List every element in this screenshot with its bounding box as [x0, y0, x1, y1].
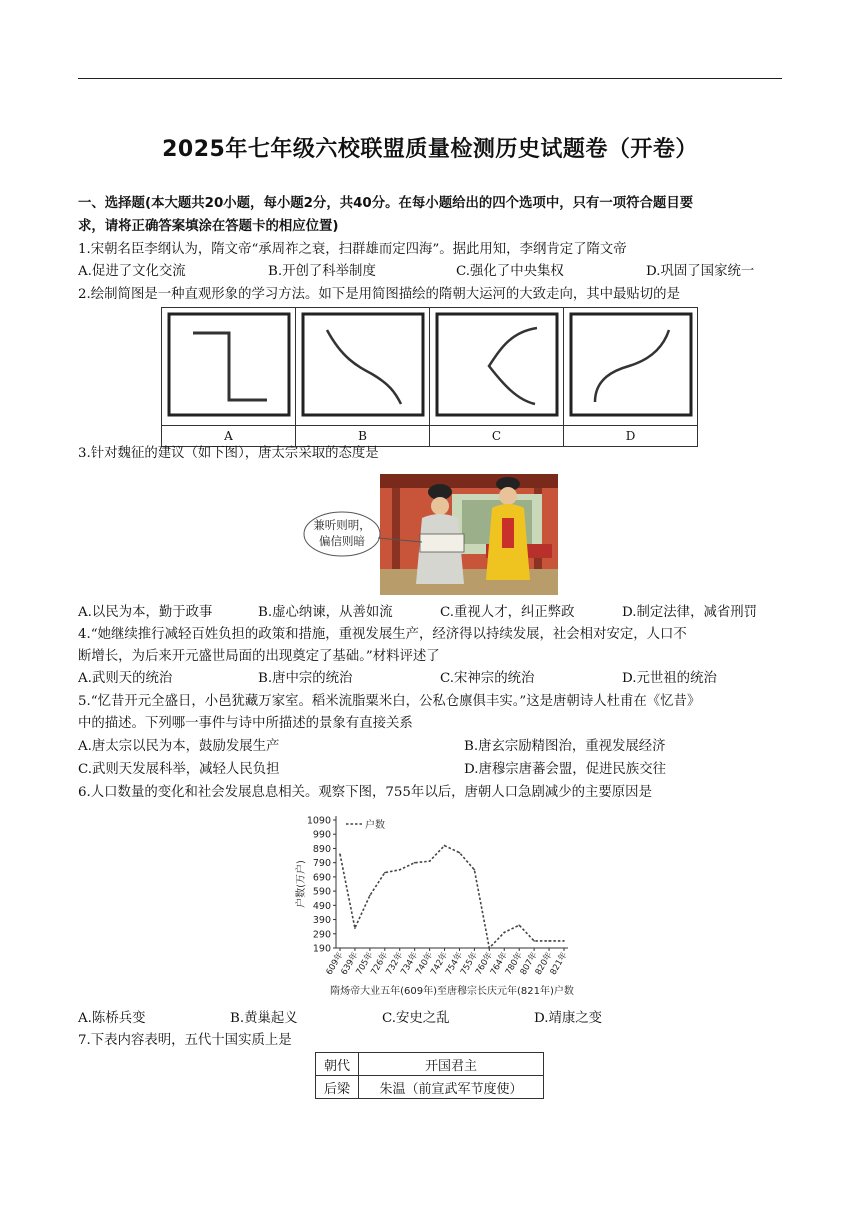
x-tick-label: 807年 — [518, 950, 540, 977]
q3-option-a[interactable]: A.以民为本，勤于政事 — [78, 605, 213, 620]
data-point — [459, 852, 461, 854]
data-point — [548, 940, 550, 942]
q1-stem: 1.宋朝名臣李纲认为，隋文帝“承周祚之衰，扫群雄而定四海”。据此用知，李纲肯定了隋文帝 — [78, 242, 627, 257]
q1-option-d[interactable]: D.巩固了国家统一 — [646, 264, 755, 279]
data-point — [384, 872, 386, 874]
table-header-founder: 开国君主 — [359, 1053, 544, 1076]
q1-option-a[interactable]: A.促进了文化交流 — [78, 264, 186, 279]
q2-stem: 2.绘制简图是一种直观形象的学习方法。如下是用简图描绘的隋朝大运河的大致走向，其中最贴切的是 — [78, 287, 680, 302]
x-tick-label: 609年 — [324, 950, 346, 977]
q5-option-c[interactable]: C.武则天发展科举，减轻人民负担 — [78, 762, 280, 777]
y-tick-label: 790 — [312, 858, 331, 870]
legend-label: 户数 — [365, 820, 385, 831]
y-tick-label: 390 — [312, 915, 331, 927]
x-tick-label: 740年 — [414, 950, 436, 977]
section-heading-line2: 求，请将正确答案填涂在答题卡的相应位置) — [78, 219, 339, 234]
x-tick-label: 764年 — [488, 950, 510, 977]
sketch-d[interactable] — [564, 308, 698, 426]
data-point — [414, 862, 416, 864]
q1-option-c[interactable]: C.强化了中央集权 — [456, 264, 564, 279]
data-point — [563, 940, 565, 942]
y-tick-label: 290 — [312, 929, 331, 941]
q4-option-a[interactable]: A.武则天的统治 — [78, 671, 173, 686]
q3-stem: 3.针对魏征的建议（如下图），唐太宗采取的态度是 — [78, 446, 379, 461]
table-header-row — [316, 1053, 544, 1076]
bubble-text-1: 兼听则明， — [313, 518, 371, 532]
top-rule — [78, 78, 782, 79]
x-tick-label: 821年 — [548, 950, 570, 977]
sketch-b[interactable] — [296, 308, 430, 426]
y-tick-label: 990 — [312, 829, 331, 841]
q5-stem-line1: 5.“忆昔开元全盛日，小邑犹藏万家室。稻米流脂粟米白，公私仓廪俱丰实。”这是唐朝诗人杜甫在《忆昔》 — [78, 694, 701, 709]
x-tick-label: 755年 — [458, 950, 480, 977]
y-tick-label: 690 — [312, 872, 331, 884]
section-heading-line1: 一、选择题(本大题共20小题，每小题2分，共40分。在每小题给出的四个选项中，只有一项符合题目要 — [78, 196, 694, 211]
y-tick-label: 190 — [312, 943, 331, 955]
chart-caption: 隋炀帝大业五年(609年)至唐穆宗长庆元年(821年)户数 — [330, 986, 574, 997]
q4-stem-line1: 4.“她继续推行减轻百姓负担的政策和措施，重视发展生产，经济得以持续发展，社会相对安定，人口不 — [78, 627, 687, 642]
sketch-c[interactable] — [430, 308, 564, 426]
data-point — [369, 895, 371, 897]
table-row — [316, 1076, 544, 1099]
q1-option-b[interactable]: B.开创了科举制度 — [268, 264, 376, 279]
q6-option-a[interactable]: A.陈桥兵变 — [78, 1011, 146, 1026]
x-tick-label: 732年 — [384, 950, 406, 977]
x-tick-label: 760年 — [473, 950, 495, 977]
q6-option-b[interactable]: B.黄巢起义 — [230, 1011, 298, 1026]
sketch-label-b: B — [296, 426, 430, 447]
data-point — [474, 869, 476, 871]
sketch-a[interactable] — [162, 308, 296, 426]
q5-option-b[interactable]: B.唐玄宗励精图治，重视发展经济 — [464, 739, 666, 754]
sketch-label-a: A — [162, 426, 296, 447]
table-cell-dynasty: 后梁 — [316, 1076, 359, 1099]
x-tick-label: 705年 — [354, 950, 376, 977]
q7-stem: 7.下表内容表明，五代十国实质上是 — [78, 1033, 292, 1048]
population-line-chart — [290, 810, 580, 1000]
q6-stem: 6.人口数量的变化和社会发展息息相关。观察下图，755年以后，唐朝人口急剧减少的主要原因是 — [78, 785, 652, 800]
y-tick-label: 590 — [312, 886, 331, 898]
data-point — [503, 932, 505, 934]
x-tick-label: 742年 — [429, 950, 451, 977]
data-point — [518, 924, 520, 926]
q3-option-c[interactable]: C.重视人才，纠正弊政 — [440, 605, 575, 620]
exam-title: 2025年七年级六校联盟质量检测历史试题卷（开卷） — [162, 137, 698, 162]
q4-option-b[interactable]: B.唐中宗的统治 — [258, 671, 353, 686]
x-tick-label: 726年 — [369, 950, 391, 977]
x-tick-label: 780年 — [503, 950, 525, 977]
q4-option-c[interactable]: C.宋神宗的统治 — [440, 671, 535, 686]
x-tick-label: 820年 — [533, 950, 555, 977]
data-point — [399, 869, 401, 871]
data-point — [489, 947, 491, 949]
table-cell-founder: 朱温（前宣武军节度使） — [359, 1076, 544, 1099]
q5-stem-line2: 中的描述。下列哪一事件与诗中所描述的景象有直接关系 — [78, 716, 413, 731]
q4-option-d[interactable]: D.元世祖的统治 — [622, 671, 717, 686]
q4-stem-line2: 断增长，为后来开元盛世局面的出现奠定了基础。”材料评述了 — [78, 649, 440, 664]
data-point — [354, 927, 356, 929]
q3-option-d[interactable]: D.制定法律，减省刑罚 — [622, 605, 758, 620]
data-point — [444, 845, 446, 847]
x-tick-label: 754年 — [444, 950, 466, 977]
q5-option-d[interactable]: D.唐穆宗唐蕃会盟，促进民族交往 — [464, 762, 666, 777]
data-point — [533, 940, 535, 942]
sketch-label-d: D — [564, 426, 698, 447]
x-tick-label: 734年 — [399, 950, 421, 977]
q6-option-d[interactable]: D.靖康之变 — [534, 1011, 603, 1026]
x-tick-label: 639年 — [339, 950, 361, 977]
bubble-text-2: 偏信则暗 — [319, 534, 365, 548]
data-point — [339, 853, 341, 855]
q3-option-b[interactable]: B.虚心纳谏，从善如流 — [258, 605, 393, 620]
table-header-dynasty: 朝代 — [316, 1053, 359, 1076]
dynasty-table — [315, 1052, 544, 1099]
y-axis-label: 户数(万户) — [296, 860, 307, 908]
series-line-households — [340, 846, 564, 948]
y-tick-label: 490 — [312, 900, 331, 912]
sketch-label-c: C — [430, 426, 564, 447]
y-tick-label: 890 — [312, 843, 331, 855]
y-tick-label: 1090 — [306, 815, 331, 827]
weizheng-illustration — [302, 474, 558, 595]
canal-sketch-table — [161, 307, 698, 447]
data-point — [429, 860, 431, 862]
q6-option-c[interactable]: C.安史之乱 — [382, 1011, 450, 1026]
q5-option-a[interactable]: A.唐太宗以民为本，鼓励发展生产 — [78, 739, 280, 754]
